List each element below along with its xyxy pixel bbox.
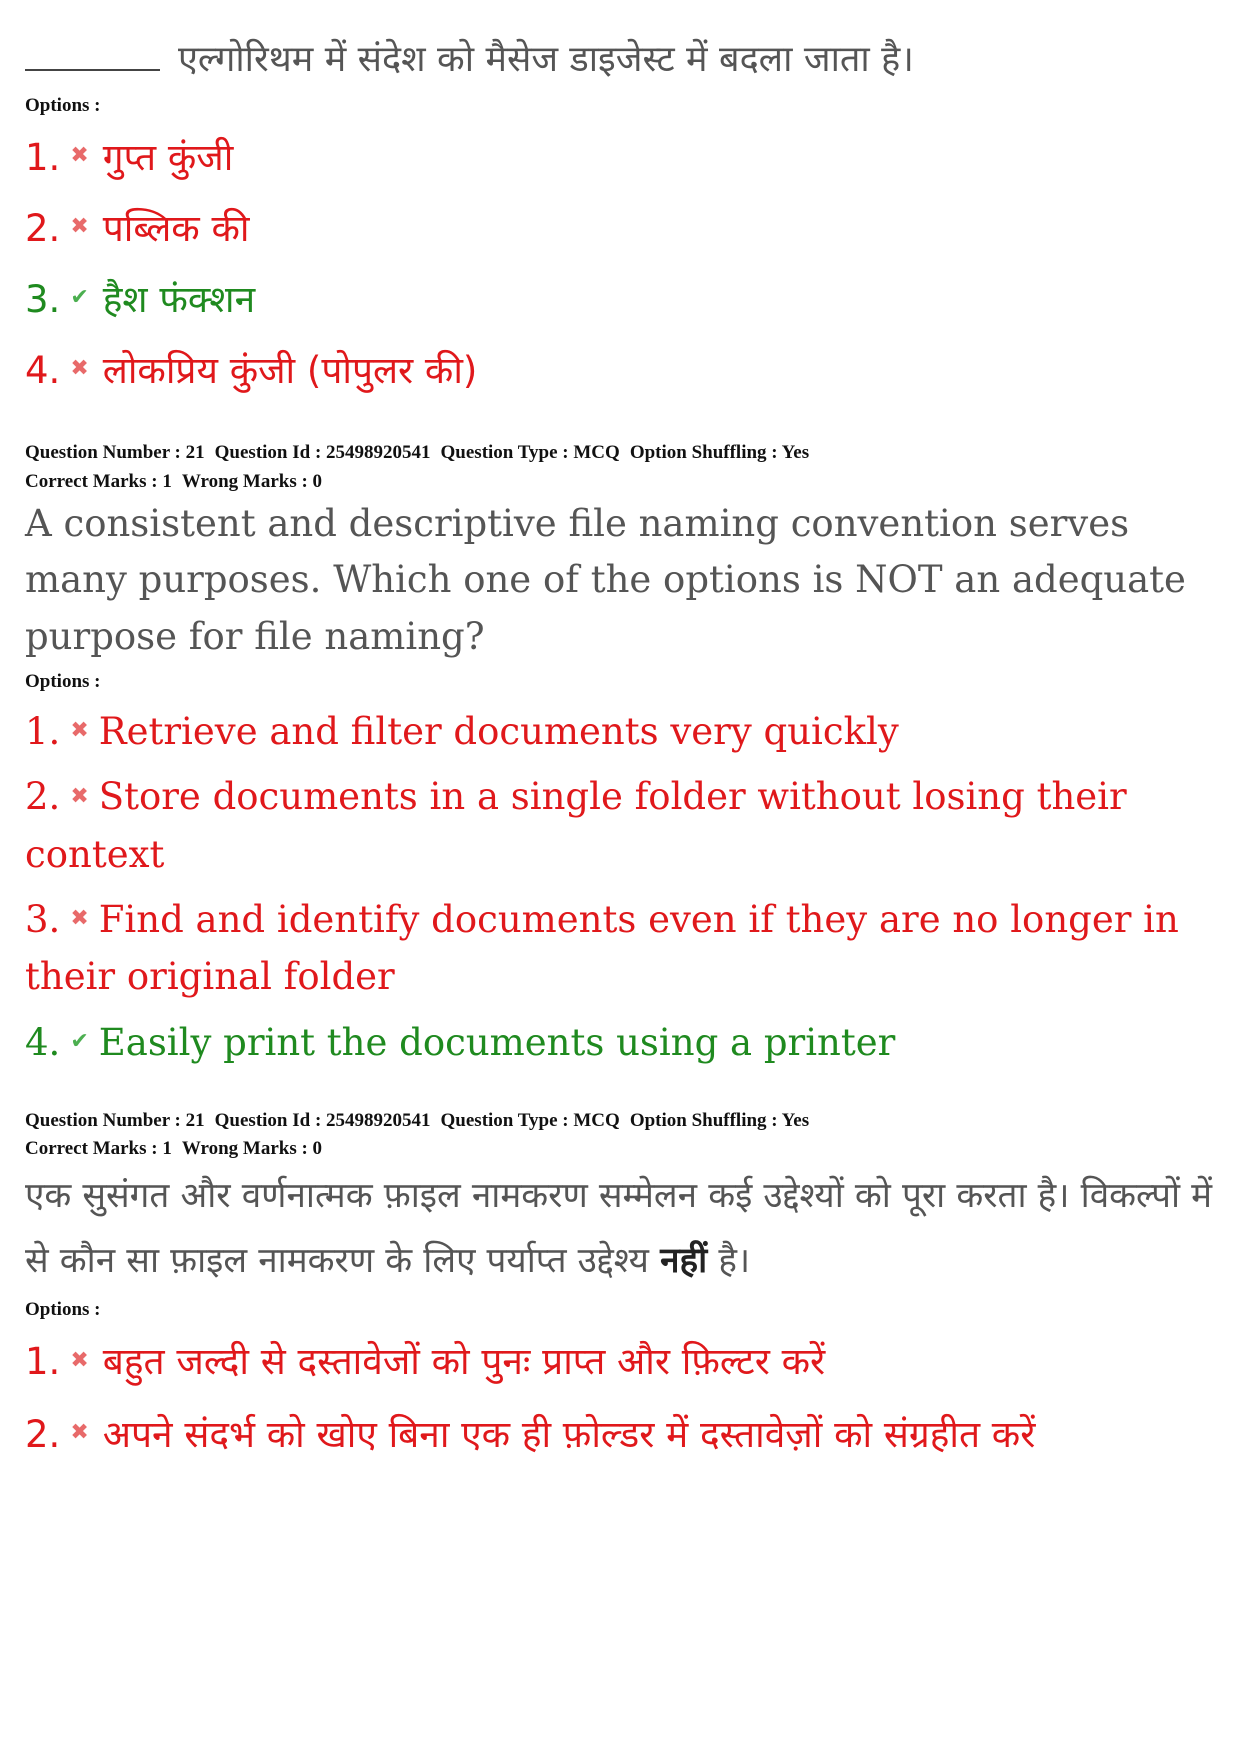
q20-option-2[interactable]: [25, 198, 1220, 259]
q21-hi-option-1[interactable]: [25, 1331, 1220, 1392]
option-text: Find and identify documents even if they are no longer in their original folder: [25, 897, 1179, 999]
option-number: 3.: [25, 897, 61, 941]
option-text: Store documents in a single folder without losing their context: [25, 775, 1127, 876]
option-shuffling: Option Shuffling : Yes: [629, 1109, 810, 1131]
question-type: Question Type : MCQ: [440, 442, 620, 464]
correct-marks: Correct Marks : 1: [25, 1138, 172, 1160]
q21-hi-option-2[interactable]: [25, 1403, 1220, 1468]
question-21-hindi-text: [25, 1164, 1220, 1294]
option-text: हैश फंक्शन: [102, 278, 256, 322]
question-type: Question Type : MCQ: [440, 1109, 620, 1131]
check-mark-icon: ✔: [70, 285, 89, 311]
page: [25, 0, 1220, 1477]
q21-option-1[interactable]: [25, 703, 1220, 760]
question-21-text: A consistent and descriptive file naming convention serves many purposes. Which one of the options is NOT an adequate purpose for file naming?: [25, 502, 1186, 658]
wrong-mark-icon: ✖: [70, 1419, 89, 1445]
question-21-hindi: [25, 1107, 1220, 1467]
option-number: 2.: [25, 1412, 61, 1456]
wrong-marks: Wrong Marks : 0: [181, 1138, 323, 1160]
options-label: Options :: [25, 1299, 101, 1321]
q21-option-2[interactable]: [25, 768, 1220, 883]
wrong-mark-icon: ✖: [70, 356, 89, 382]
option-text: Retrieve and filter documents very quickly: [98, 709, 899, 753]
q21-option-4[interactable]: [25, 1014, 1220, 1071]
option-number: 1.: [25, 136, 61, 179]
option-number: 1.: [25, 709, 61, 753]
q20-option-4[interactable]: [25, 340, 1220, 401]
option-shuffling: Option Shuffling : Yes: [629, 442, 810, 464]
options-label: Options :: [25, 670, 101, 692]
option-number: 2.: [25, 207, 61, 251]
option-text: गुप्त कुंजी: [102, 136, 234, 179]
option-text: लोकप्रिय कुंजी (पोपुलर की): [102, 349, 478, 393]
question-id: Question Id : 25498920541: [214, 442, 431, 464]
option-text: बहुत जल्दी से दस्तावेजों को पुनः प्राप्त और फ़िल्टर करें: [102, 1340, 826, 1384]
option-number: 4.: [25, 1020, 61, 1064]
fill-blank: [25, 39, 160, 71]
question-20-stem: [25, 28, 1220, 91]
option-number: 4.: [25, 349, 61, 393]
question-meta: [25, 439, 1220, 496]
option-number: 1.: [25, 1340, 61, 1384]
question-20-stem-text: एल्गोरिथम में संदेश को मैसेज डाइजेस्ट में बदला जाता है।: [178, 39, 914, 80]
q20-option-1[interactable]: [25, 127, 1220, 188]
wrong-mark-icon: ✖: [70, 783, 89, 809]
question-emphasis: नहीं: [660, 1240, 708, 1281]
check-mark-icon: ✔: [70, 1029, 89, 1055]
q21-option-3[interactable]: [25, 891, 1220, 1006]
q20-option-3[interactable]: [25, 269, 1220, 330]
wrong-marks: Wrong Marks : 0: [181, 470, 323, 492]
wrong-mark-icon: ✖: [70, 143, 89, 169]
option-text: अपने संदर्भ को खोए बिना एक ही फ़ोल्डर में दस्तावेज़ों को संग्रहीत करें: [102, 1412, 1036, 1456]
question-text-part1: एक सुसंगत और वर्णनात्मक फ़ाइल नामकरण सम्मेलन कई उद्देश्यों को पूरा करता है। विकल्पों में से कौन सा फ़ाइल नामकरण के लिए पर्याप्त उद्देश्य: [25, 1175, 1213, 1281]
option-text: पब्लिक की: [102, 207, 250, 251]
question-21-english: [25, 439, 1220, 1071]
correct-marks: Correct Marks : 1: [25, 470, 172, 492]
wrong-mark-icon: ✖: [70, 214, 89, 240]
option-number: 3.: [25, 278, 61, 322]
question-meta: [25, 1107, 1220, 1164]
question-number: Question Number : 21: [25, 442, 205, 464]
wrong-mark-icon: ✖: [70, 906, 89, 932]
question-text-part2: है।: [718, 1240, 751, 1281]
question-id: Question Id : 25498920541: [214, 1109, 431, 1131]
option-text: Easily print the documents using a printer: [98, 1020, 896, 1064]
question-number: Question Number : 21: [25, 1109, 205, 1131]
question-20: [25, 0, 1220, 401]
options-label: Options :: [25, 95, 101, 116]
option-number: 2.: [25, 775, 61, 819]
wrong-mark-icon: ✖: [70, 1347, 89, 1373]
wrong-mark-icon: ✖: [70, 718, 89, 744]
